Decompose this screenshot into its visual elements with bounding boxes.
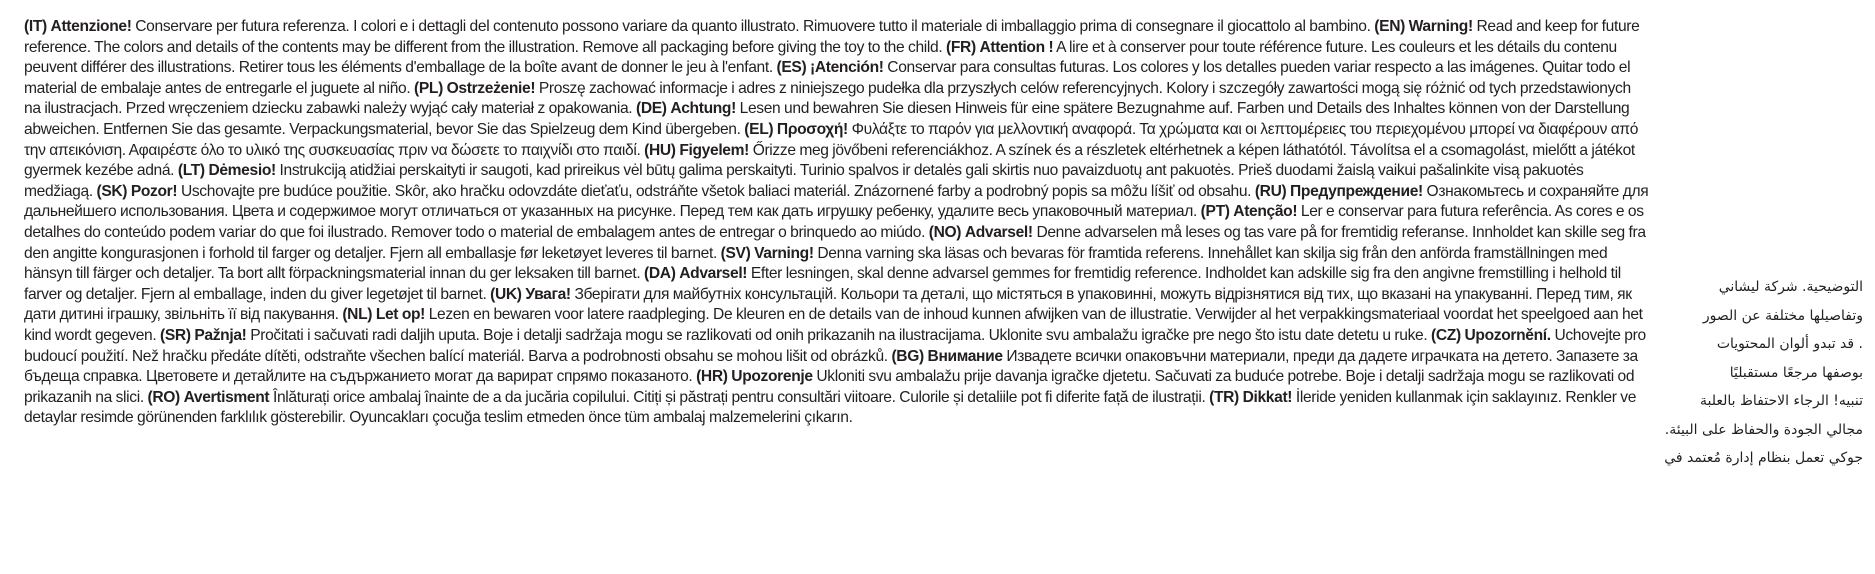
- language-code: (PT): [1200, 203, 1230, 221]
- warning-word: Advarsel!: [679, 265, 748, 283]
- warning-body: Lezen en bewaren voor latere raadpleging. De kleuren en de details van de inhoud kunnen afwijken van de illustratie. Verwijder al het verpakkingsmateriaal voordat het speelgoed aan het kind wordt gegeven.: [24, 306, 1643, 344]
- warning-body: Conservar para consultas futuras. Los colores y los detalles pueden variar respecto a las imágenes. Quitar todo el material de embalaje antes de entregarle el juguete al niño.: [24, 59, 1631, 97]
- arabic-line: تنبيه! الرجاء الاحتفاظ بالعلبة: [1699, 393, 1863, 409]
- warning-body: Ознакомьтесь и сохраняйте для дальнейшего использования. Цвета и содержимое могут отличаться от указанных на рисунке. Перед тем как дать игрушку ребенку, удалите весь упаковочный материал.: [24, 182, 1649, 221]
- warning-word: Увага!: [525, 285, 571, 303]
- warning-body: Извадете всички опаковъчни материали, преди да дадете играчката на детето. Запазете за бъдеща справка. Цветовете и детайлите на съдържанието могат да варират спрямо показаното.: [24, 347, 1638, 386]
- warning-body: Uchovejte pro budoucí použití. Než hračku předáte dítěti, odstraňte všechen balící materiál. Barva a podrobnosti obsahu se mohou lišit od obrázků.: [24, 326, 1646, 365]
- language-code: (DE): [635, 100, 667, 118]
- language-code: (SK): [96, 182, 128, 200]
- warning-segment: [160, 327, 1431, 344]
- warning-word: Let op!: [375, 306, 426, 324]
- warning-word: ¡Atención!: [810, 59, 884, 77]
- warning-word: Upozorenje: [731, 368, 813, 386]
- warning-word: Ostrzeżenie!: [446, 79, 536, 97]
- warning-body: Pročitati i sačuvati radi daljih uputa. Boje i detalji sadržaja mogu se razlikovati od onih prikazanih na ilustracijama. Uklonite svu ambalažu igračke pre nego što istu date detetu u ruke.: [250, 326, 1428, 344]
- arabic-line: وتفاصيلها مختلفة عن الصور: [1702, 307, 1863, 324]
- warning-segment: [24, 18, 1374, 35]
- language-code: (CZ): [1431, 326, 1461, 344]
- warning-word: Varning!: [754, 244, 814, 262]
- warning-word: Advarsel!: [964, 223, 1033, 241]
- language-code: (EN): [1374, 18, 1405, 35]
- arabic-line: مجالي الجودة والحفاظ على البيئة.: [1664, 421, 1863, 438]
- warning-word: Achtung!: [670, 100, 736, 118]
- warning-body: Înlăturați orice ambalaj înainte de a da jucăria copilului. Citiți și păstrați pentru consultări viitoare. Culorile și detaliile pot fi diferite față de ilustrații.: [272, 388, 1206, 406]
- language-code: (UK): [490, 285, 522, 303]
- language-code: (HU): [644, 141, 676, 159]
- warning-word: Attenzione!: [50, 18, 132, 35]
- warning-word: Attention !: [979, 38, 1054, 56]
- warning-body: Proszę zachować informacje i adres z niniejszego pudełka dla przyszłych celów referencyjnych. Kolory i szczegóły zawartości mogą się różnić od tych przedstawionych na ilustracjach. Przed wręczeniem dziecku zabawki należy wyjąć cały materiał z opakowania.: [24, 79, 1631, 118]
- warning-word: Pažnja!: [194, 326, 247, 344]
- warning-body: Зберігати для майбутніх консультацій. Кольори та деталі, що містяться в упаковинні, можуть відрізнятися від тих, що вказані на упакуванні. Перед тим, як дати дитині іграшку, звільніть її від пакування.: [24, 285, 1632, 324]
- language-code: (RO): [147, 388, 180, 406]
- language-code: (PL): [414, 79, 443, 97]
- warning-word: Avertisment: [183, 388, 270, 406]
- language-code: (BG): [891, 347, 924, 365]
- warning-body: Efter lesningen, skal denne advarsel gemmes for fremtidig reference. Indholdet kan adskille sig fra den angivne fremstilling i helhold til farver og detaljer. Fjern al emballage, inden du giver legetøjet til barnet.: [24, 265, 1621, 303]
- multilingual-warning-text: [24, 17, 1862, 574]
- arabic-warning-block: [1650, 273, 1863, 473]
- language-code: (HR): [696, 368, 728, 386]
- warning-body: Φυλάξτε το παρόν για μελλοντική αναφορά. Τα χρώματα και οι λεπτομέρειες του περιεχομένου μπορεί να διαφέρουν από την απεικόνιση. Αφαιρέστε όλο το υλικό της συσκευασίας πριν να δώσετε το παιχνίδι στο παιδί.: [24, 120, 1639, 159]
- warning-word: Warning!: [1408, 18, 1473, 35]
- warning-word: Figyelem!: [679, 141, 749, 159]
- warning-body: Read and keep for future reference. The colors and details of the contents may be different from the illustration. Remove all packaging before giving the toy to the child.: [24, 18, 1640, 56]
- warning-segment: [96, 183, 1254, 200]
- warning-body: İleride yeniden kullanmak için saklayınız. Renkler ve detaylar resimde görünenden farklılık gösterebilir. Oyuncakları çocuğa teslim etmeden önce tüm ambalaj malzemelerini çıkarın.: [24, 388, 1637, 427]
- language-code: (NO): [928, 223, 962, 241]
- warning-body: Uschovajte pre budúce použitie. Skôr, ako hračku odovzdáte dieťaťu, odstráňte všetok baliaci materiál. Znázornené farby a podrobný popis sa môžu líšiť od obsahu.: [180, 182, 1252, 200]
- warning-word: Atenção!: [1233, 203, 1298, 221]
- language-code: (EL): [744, 120, 774, 138]
- warning-word: Внимание: [927, 347, 1003, 365]
- warning-body: Denna varning ska läsas och bevaras för framtida referens. Innehållet kan skilja sig från den anförda framställningen med hänsyn till färger och detaljer. Ta bort allt förpackningsmaterial innan du ger leksaken till barnet.: [24, 244, 1608, 283]
- language-code: (TR): [1209, 388, 1239, 406]
- arabic-line: . قد تبدو ألوان المحتويات: [1716, 336, 1863, 352]
- language-code: (ES): [776, 59, 807, 77]
- warning-word: Pozor!: [130, 182, 178, 200]
- warning-word: Upozornění.: [1464, 326, 1551, 344]
- warning-body: Ler e conservar para futura referência. As cores e os detalhes do conteúdo podem variar do que foi ilustrado. Remover todo o material de embalagem antes de entregar o brinquedo ao miúdo.: [24, 203, 1644, 241]
- arabic-line: جوكي تعمل بنظام إدارة مُعتمد في: [1664, 450, 1863, 466]
- language-code: (NL): [342, 306, 373, 324]
- warning-word: Предупреждение!: [1290, 182, 1423, 200]
- warning-body: Lesen und bewahren Sie diesen Hinweis für eine spätere Bezugnahme auf. Farben und Details des Inhaltes können von der Darstellung abweichen. Entfernen Sie das gesamte. Verpackungsmaterial, bevor Sie das Spielzeug dem Kind übergeben.: [24, 100, 1630, 138]
- language-code: (DA): [644, 265, 676, 283]
- arabic-line: التوضيحية. شركة ليشاني: [1718, 279, 1863, 295]
- warning-word: Dikkat!: [1242, 388, 1293, 406]
- language-code: (SR): [160, 326, 191, 344]
- arabic-line: بوصفها مرجعًا مستقبليًا: [1729, 364, 1863, 381]
- warning-segment: [148, 389, 1210, 406]
- language-code: (FR): [946, 38, 976, 56]
- language-code: (LT): [177, 162, 205, 180]
- warning-body: Denne advarselen må leses og tas vare på for fremtidig referanse. Innholdet kan skille seg fra den angitte kongurasjonen i forhold til farger og detaljer. Fjern all emballasje før leketøyet leveres til barnet.: [24, 223, 1646, 262]
- warning-body: A lire et à conserver pour toute référence future. Les couleurs et les détails du contenu peuvent différer des illustrations. Retirer tous les éléments d'emballage de la boîte avant de donner le jeu à l'enfant.: [24, 38, 1617, 77]
- language-code: (RU): [1254, 182, 1287, 200]
- language-code: (SV): [720, 244, 751, 262]
- warning-body: Ukloniti svu ambalažu prije davanja igračke djetetu. Sačuvati za buduće potrebe. Boje i detalji sadržaja mogu se razlikovati od prikazanih na slici.: [24, 368, 1635, 406]
- language-code: (IT): [24, 18, 47, 35]
- warning-body: Instrukciją atidžiai perskaityti ir saugoti, kad prireikus vėl būtų galima perskaityti. Turinio spalvos ir detalės gali skirtis nuo pavaizduotų ant pakuotės. Prieš duodami žaislą vaikui pašalinkite visą pakuotės medžiagą.: [24, 162, 1584, 200]
- warning-word: Προσοχή!: [776, 120, 848, 138]
- warning-word: Dėmesio!: [208, 162, 276, 180]
- warning-body: Őrizze meg jövőbeni referenciákhoz. A színek és a részletek eltérhetnek a képen láthatótól. Távolítsa el a csomagolást, mielőtt a játékot gyermek kezébe adná.: [24, 141, 1635, 180]
- warning-body: Conservare per futura referenza. I colori e i dettagli del contenuto possono variare da quanto illustrato. Rimuovere tutto il materiale di imballaggio prima di consegnare il giocattolo al bambino.: [135, 18, 1371, 35]
